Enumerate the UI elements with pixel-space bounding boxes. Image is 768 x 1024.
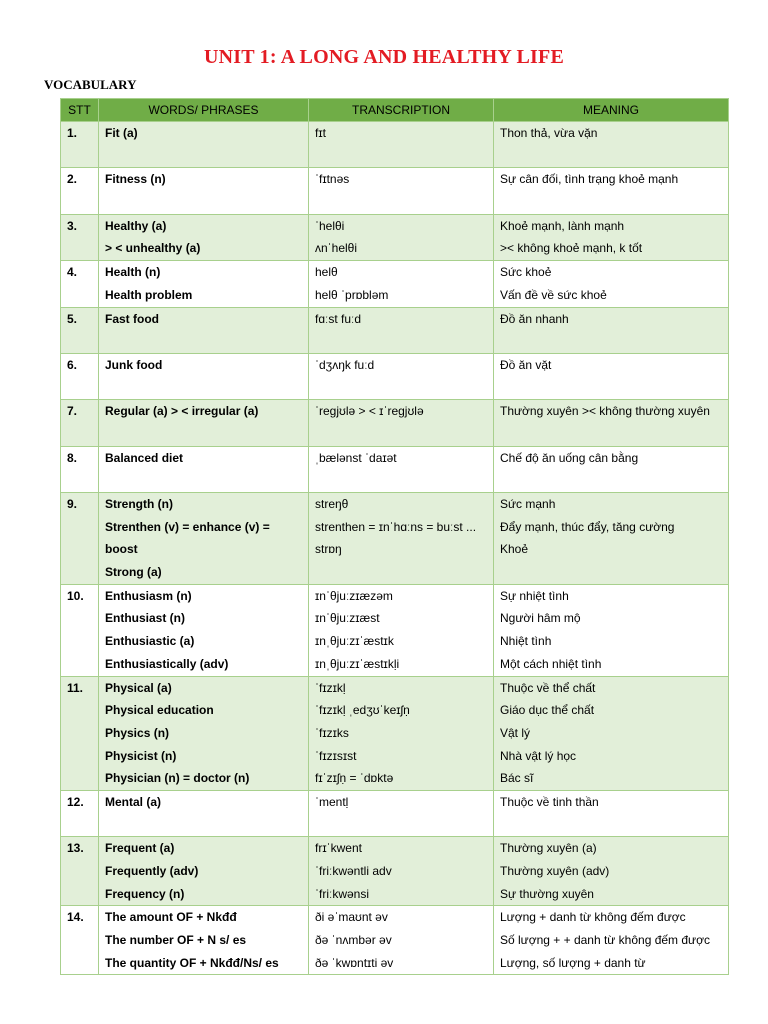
table-header-row <box>61 99 729 122</box>
row-number <box>61 122 99 168</box>
meaning-cell <box>494 790 729 836</box>
meaning-cell <box>494 837 729 906</box>
row-number <box>61 168 99 214</box>
table-row <box>61 790 729 836</box>
table-row <box>61 168 729 214</box>
meaning-line: Khoẻ mạnh, lành mạnh <box>500 218 625 233</box>
transcription-cell <box>309 353 494 399</box>
transcription-line: ˈfriːkwəntli adv <box>315 864 392 878</box>
row-number-text: 12. <box>67 794 84 809</box>
meaning-line: Đồ ăn nhanh <box>500 311 569 326</box>
meaning-cell <box>494 446 729 492</box>
row-number-text: 9. <box>67 497 78 511</box>
table-row <box>61 307 729 353</box>
transcription-line: ɪnˌθjuːzɪˈæstɪkḷi <box>315 656 400 671</box>
transcription-line: helθ <box>315 265 338 280</box>
transcription-line: ˈfɪzɪks <box>315 725 349 740</box>
meaning-line <box>500 330 722 353</box>
meaning-cell <box>494 400 729 446</box>
row-number <box>61 353 99 399</box>
word-line: Strength (n) <box>105 497 173 511</box>
meaning-line: Người hâm mộ <box>500 611 581 626</box>
meaning-line: Sự cân đối, tình trạng khoẻ mạnh <box>500 172 679 187</box>
meaning-line: Nhà vật lý học <box>500 748 577 763</box>
transcription-cell <box>309 790 494 836</box>
meaning-cell <box>494 493 729 585</box>
meaning-line <box>500 469 722 492</box>
word-line: Mental (a) <box>105 794 162 809</box>
word-cell <box>99 214 309 260</box>
transcription-line <box>315 423 487 446</box>
transcription-line: ɪnˈθjuːzɪæzəm <box>315 588 393 603</box>
table-row <box>61 353 729 399</box>
word-cell <box>99 122 309 168</box>
row-number <box>61 214 99 260</box>
meaning-line: Sự nhiệt tình <box>500 588 569 603</box>
transcription-cell <box>309 837 494 906</box>
word-cell <box>99 307 309 353</box>
meaning-line <box>500 423 722 446</box>
word-line: Enthusiasm (n) <box>105 588 192 603</box>
row-number <box>61 446 99 492</box>
meaning-line: Nhiệt tình <box>500 634 552 649</box>
row-number-text: 5. <box>67 311 78 326</box>
transcription-line <box>315 561 487 584</box>
meaning-line: Đẩy mạnh, thúc đẩy, tăng cường <box>500 519 675 534</box>
word-line: Fit (a) <box>105 126 138 140</box>
transcription-line <box>315 145 487 168</box>
meaning-line: Lượng + danh từ không đếm được <box>500 910 686 925</box>
transcription-cell <box>309 307 494 353</box>
word-cell <box>99 493 309 585</box>
transcription-cell <box>309 493 494 585</box>
word-line: Physician (n) = doctor (n) <box>105 771 250 786</box>
word-line <box>105 377 302 400</box>
row-number <box>61 261 99 307</box>
table-row <box>61 122 729 168</box>
word-line: Junk food <box>105 357 163 372</box>
meaning-line: Vấn đề về sức khoẻ <box>500 287 607 302</box>
transcription-cell <box>309 446 494 492</box>
meaning-cell <box>494 676 729 790</box>
word-cell <box>99 353 309 399</box>
transcription-line: ˈfɪtnəs <box>315 172 350 187</box>
meaning-cell <box>494 122 729 168</box>
row-number <box>61 906 99 975</box>
row-number-text: 2. <box>67 172 78 187</box>
table-row <box>61 837 729 906</box>
word-line: Health (n) <box>105 265 161 280</box>
word-line: Balanced diet <box>105 450 184 465</box>
word-line: Enthusiastic (a) <box>105 634 195 649</box>
transcription-line: ˈdʒʌŋk fuːd <box>315 357 375 372</box>
word-line: Frequently (adv) <box>105 864 199 878</box>
meaning-line: Thường xuyên (a) <box>500 841 597 856</box>
table-row <box>61 446 729 492</box>
word-cell <box>99 790 309 836</box>
meaning-line: Thường xuyên >< không thường xuyên <box>500 404 710 419</box>
meaning-line: Số lượng + + danh từ không đếm được <box>500 933 710 948</box>
transcription-line: ˈfɪzɪkḷ <box>315 680 346 695</box>
transcription-cell <box>309 122 494 168</box>
document-title: UNIT 1: A LONG AND HEALTHY LIFE <box>204 46 564 68</box>
word-cell <box>99 400 309 446</box>
meaning-line: Sự thường xuyên <box>500 886 594 901</box>
row-number-text: 7. <box>67 404 78 419</box>
row-number-text: 14. <box>67 910 84 925</box>
meaning-line <box>500 145 722 168</box>
transcription-line: strenthen = ɪnˈhɑːns = buːst ... <box>315 519 477 534</box>
meaning-line: Thuộc về thể chất <box>500 680 596 695</box>
table-row <box>61 214 729 260</box>
table-row <box>61 493 729 585</box>
word-line: Frequent (a) <box>105 841 175 856</box>
vocabulary-table <box>60 98 729 975</box>
meaning-line: Bác sĩ <box>500 771 534 786</box>
row-number-text: 6. <box>67 357 78 372</box>
row-number-text: 10. <box>67 588 84 603</box>
meaning-line: Thon thả, vừa vặn <box>500 126 598 140</box>
word-cell <box>99 906 309 975</box>
meaning-line: Thuộc về tinh thần <box>500 794 599 809</box>
transcription-line: ʌnˈhelθi <box>315 241 358 256</box>
transcription-line: ˈhelθi <box>315 218 345 233</box>
table-row <box>61 676 729 790</box>
transcription-line: ðə ˈnʌmbər əv <box>315 933 392 948</box>
word-line: The quantity OF + Nkđđ/Ns/ es <box>105 955 279 970</box>
row-number-text: 8. <box>67 450 78 465</box>
transcription-line: ɪnˈθjuːzɪæst <box>315 611 380 626</box>
transcription-line: fɑːst fuːd <box>315 311 362 326</box>
table-body <box>61 122 729 975</box>
word-cell <box>99 261 309 307</box>
meaning-line: Chế độ ăn uống cân bằng <box>500 450 639 465</box>
transcription-line <box>315 814 487 837</box>
meaning-cell <box>494 307 729 353</box>
row-number-text: 13. <box>67 841 84 856</box>
meaning-line: Đồ ăn vặt <box>500 357 552 372</box>
word-cell <box>99 837 309 906</box>
meaning-line: Giáo dục thể chất <box>500 703 595 718</box>
word-line: Enthusiastically (adv) <box>105 656 229 671</box>
transcription-line: streŋθ <box>315 497 349 511</box>
meaning-line: Lượng, số lượng + danh từ <box>500 955 646 970</box>
word-line <box>105 423 302 446</box>
word-line: Strenthen (v) = enhance (v) = <box>105 519 270 534</box>
word-cell <box>99 676 309 790</box>
meaning-line <box>500 561 722 584</box>
transcription-line: fɪˈzɪʃṇ = ˈdɒktə <box>315 771 394 786</box>
transcription-line: ɪnˌθjuːzɪˈæstɪk <box>315 634 394 649</box>
row-number-text: 11. <box>67 680 84 695</box>
word-line: Frequency (n) <box>105 886 185 901</box>
word-line: Enthusiast (n) <box>105 611 185 626</box>
transcription-line: ði əˈmaʊnt əv <box>315 910 388 925</box>
word-line: boost <box>105 542 138 557</box>
transcription-cell <box>309 584 494 676</box>
transcription-line: fɪt <box>315 126 326 140</box>
row-number-text: 3. <box>67 218 78 233</box>
transcription-line: ˈfɪzɪsɪst <box>315 748 357 763</box>
transcription-line: ˈmentḷ <box>315 794 349 809</box>
word-line: Physical education <box>105 703 214 718</box>
meaning-cell <box>494 584 729 676</box>
transcription-line: frɪˈkwent <box>315 841 362 856</box>
row-number <box>61 493 99 585</box>
transcription-line: ˈfriːkwənsi <box>315 886 370 901</box>
meaning-line: Một cách nhiệt tình <box>500 656 602 671</box>
meaning-cell <box>494 353 729 399</box>
meaning-cell <box>494 261 729 307</box>
meaning-line <box>500 191 722 214</box>
section-heading: VOCABULARY <box>44 77 137 92</box>
row-number <box>61 307 99 353</box>
meaning-line: >< không khoẻ mạnh, k tốt <box>500 241 643 256</box>
word-line: > < unhealthy (a) <box>105 241 201 256</box>
header-meaning: MEANING <box>494 99 729 122</box>
word-line: Strong (a) <box>105 565 162 580</box>
word-line <box>105 191 302 214</box>
word-line: Physical (a) <box>105 680 172 695</box>
meaning-cell <box>494 906 729 975</box>
meaning-line: Sức mạnh <box>500 497 556 511</box>
header-words: WORDS/ PHRASES <box>99 99 309 122</box>
header-transcription: TRANSCRIPTION <box>309 99 494 122</box>
word-line <box>105 330 302 353</box>
row-number-text: 4. <box>67 265 78 280</box>
row-number-text: 1. <box>67 126 78 140</box>
transcription-line <box>315 330 487 353</box>
transcription-cell <box>309 261 494 307</box>
transcription-line: ðə ˈkwɒntɪti əv <box>315 955 394 970</box>
meaning-line: Sức khoẻ <box>500 265 552 280</box>
transcription-line <box>315 191 487 214</box>
meaning-cell <box>494 168 729 214</box>
transcription-line: ˈregjʊlə > < ɪˈregjʊlə <box>315 404 424 419</box>
meaning-line <box>500 377 722 400</box>
transcription-line <box>315 469 487 492</box>
meaning-line <box>500 814 722 837</box>
table-row <box>61 261 729 307</box>
transcription-line <box>315 377 487 400</box>
word-line: The number OF + N s/ es <box>105 933 247 948</box>
word-line <box>105 469 302 492</box>
word-line: Regular (a) > < irregular (a) <box>105 404 259 419</box>
table-row <box>61 584 729 676</box>
word-line <box>105 145 302 168</box>
word-line: Fitness (n) <box>105 172 166 187</box>
transcription-cell <box>309 906 494 975</box>
meaning-line: Thường xuyên (adv) <box>500 864 610 878</box>
word-cell <box>99 446 309 492</box>
transcription-cell <box>309 168 494 214</box>
table-row <box>61 906 729 975</box>
word-line: Healthy (a) <box>105 218 167 233</box>
row-number <box>61 790 99 836</box>
row-number <box>61 400 99 446</box>
word-line: Physicist (n) <box>105 748 177 763</box>
word-line: Fast food <box>105 311 159 326</box>
word-cell <box>99 584 309 676</box>
transcription-line: helθ ˈprɒbləm <box>315 287 389 302</box>
transcription-line: ˈfɪzɪkḷ ˌedʒʊˈkeɪʃṇ <box>315 703 410 718</box>
meaning-line: Vật lý <box>500 725 531 740</box>
word-cell <box>99 168 309 214</box>
meaning-line: Khoẻ <box>500 542 529 557</box>
transcription-line: ˌbælənst ˈdaɪət <box>315 450 397 465</box>
transcription-line: strɒŋ <box>315 542 342 557</box>
row-number <box>61 837 99 906</box>
word-line: Physics (n) <box>105 725 170 740</box>
row-number <box>61 584 99 676</box>
word-line <box>105 814 302 837</box>
table-row <box>61 400 729 446</box>
transcription-cell <box>309 400 494 446</box>
meaning-cell <box>494 214 729 260</box>
word-line: Health problem <box>105 287 193 302</box>
row-number <box>61 676 99 790</box>
transcription-cell <box>309 214 494 260</box>
transcription-cell <box>309 676 494 790</box>
word-line: The amount OF + Nkđđ <box>105 910 237 925</box>
header-stt: STT <box>61 99 99 122</box>
